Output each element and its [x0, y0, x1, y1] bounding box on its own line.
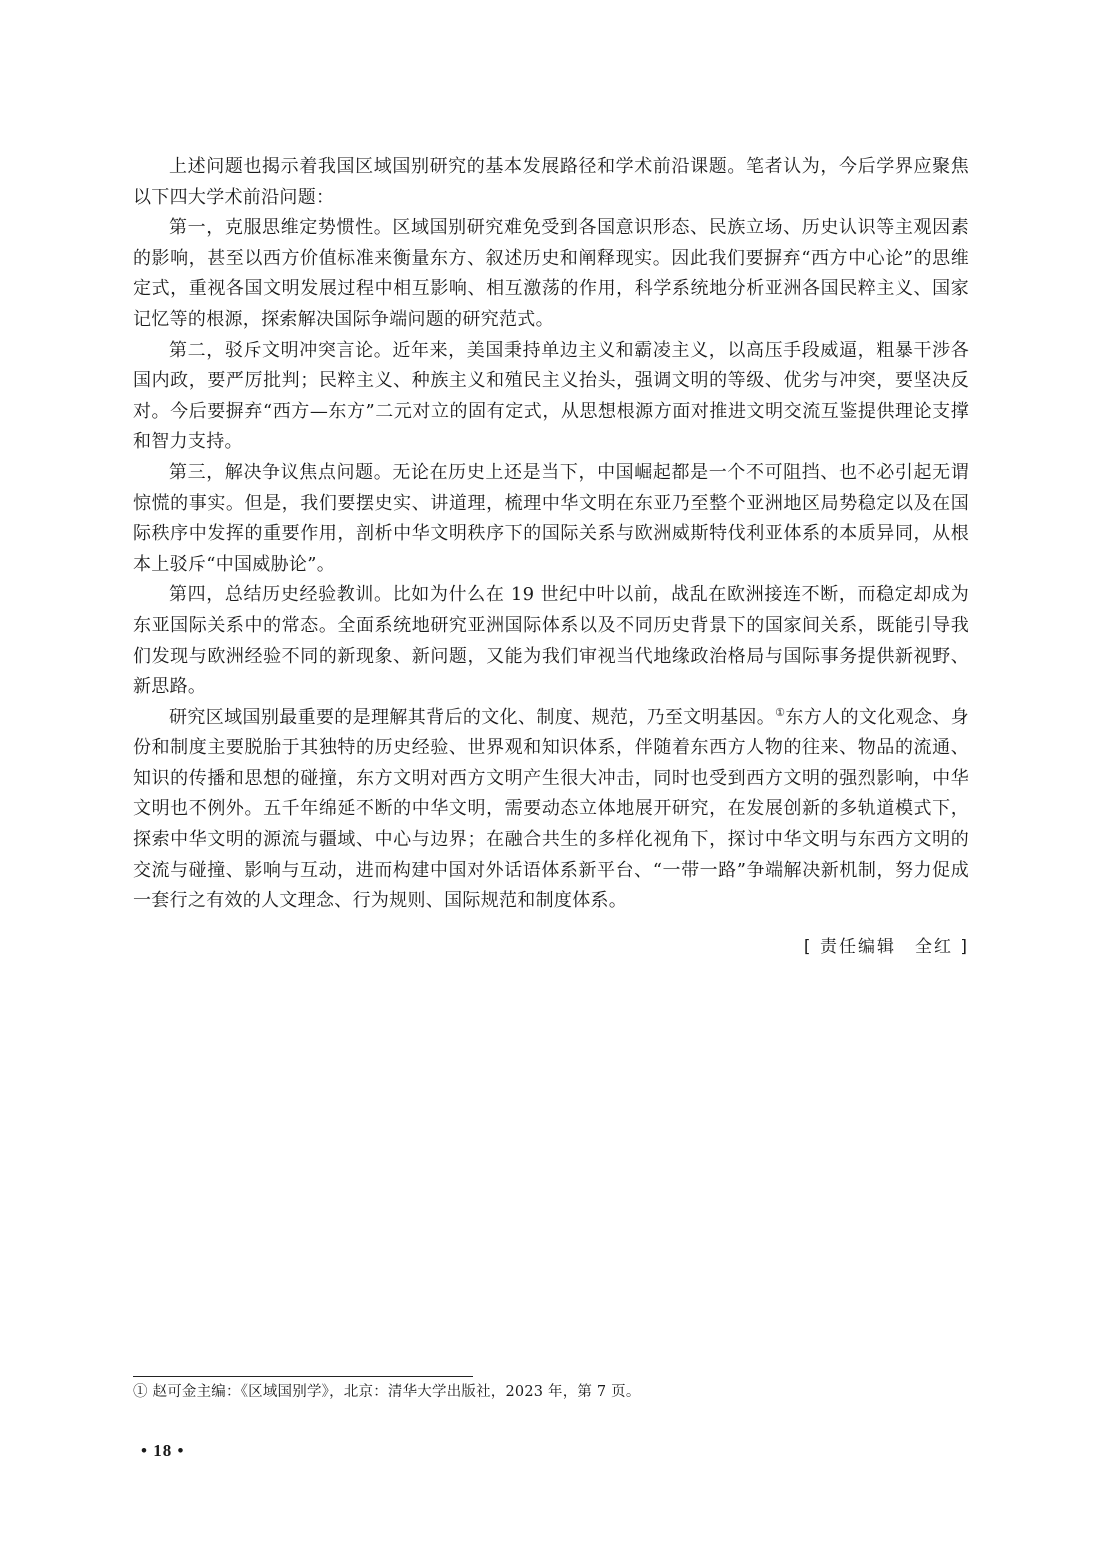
footnote: ① 赵可金主编：《区域国别学》，北京：清华大学出版社，2023 年，第 7 页。	[133, 1384, 641, 1400]
paragraph-first-point: 第一，克服思维定势惯性。区域国别研究难免受到各国意识形态、民族立场、历史认识等主观因素的影响，甚至以西方价值标准来衡量东方、叙述历史和阐释现实。因此我们要摒弃“西方中心论”的思维定式，重视各国文明发展过程中相互影响、相互激荡的作用，科学系统地分析亚洲各国民粹主义、国家记忆等的根源，探索解决国际争端问题的研究范式。	[133, 217, 969, 330]
paragraph-conclusion	[133, 703, 969, 917]
paragraph-second-point: 第二，驳斥文明冲突言论。近年来，美国秉持单边主义和霸凌主义，以高压手段威逼，粗暴干涉各国内政，要严厉批判；民粹主义、种族主义和殖民主义抬头，强调文明的等级、优劣与冲突，要坚决反对。今后要摒弃“西方—东方”二元对立的固有定式，从思想根源方面对推进文明交流互鉴提供理论支撑和智力支持。	[133, 339, 969, 453]
conclusion-text-start: 研究区域国别最重要的是理解其背后的文化、制度、规范，乃至文明基因。	[169, 706, 776, 728]
paragraph-fourth-point: 第四，总结历史经验教训。比如为什么在 19 世纪中叶以前，战乱在欧洲接连不断，而稳定却成为东亚国际关系中的常态。全面系统地研究亚洲国际体系以及不同历史背景下的国家间关系，既能引导我们发现与欧洲经验不同的新现象、新问题，又能为我们审视当代地缘政治格局与国际事务提供新视野、新思路。	[133, 584, 969, 698]
footnote-reference[interactable]: ①	[775, 705, 786, 719]
page-number: • 18 •	[141, 1441, 185, 1460]
paragraph-intro: 上述问题也揭示着我国区域国别研究的基本发展路径和学术前沿课题。笔者认为，今后学界应聚焦以下四大学术前沿问题：	[133, 156, 969, 208]
footnote-divider	[133, 1376, 473, 1377]
paragraph-third-point: 第三，解决争议焦点问题。无论在历史上还是当下，中国崛起都是一个不可阻挡、也不必引起无谓惊慌的事实。但是，我们要摆史实、讲道理，梳理中华文明在东亚乃至整个亚洲地区局势稳定以及在国际秩序中发挥的重要作用，剖析中华文明秩序下的国际关系与欧洲威斯特伐利亚体系的本质异同，从根本上驳斥“中国威胁论”。	[133, 461, 969, 575]
body-text	[133, 152, 969, 917]
conclusion-text-end: 东方人的文化观念、身份和制度主要脱胎于其独特的历史经验、世界观和知识体系，伴随着东西方人物的往来、物品的流通、知识的传播和思想的碰撞，东方文明对西方文明产生很大冲击，同时也受到西方文明的强烈影响，中华文明也不例外。五千年绵延不断的中华文明，需要动态立体地展开研究，在发展创新的多轨道模式下，探索中华文明的源流与疆域、中心与边界；在融合共生的多样化视角下，探讨中华文明与东西方文明的交流与碰撞、影响与互动，进而构建中国对外话语体系新平台、“一带一路”争端解决新机制，努力促成一套行之有效的人文理念、行为规则、国际规范和制度体系。	[133, 706, 969, 912]
responsible-editor: [ 责任编辑 全红 ]	[803, 937, 969, 957]
